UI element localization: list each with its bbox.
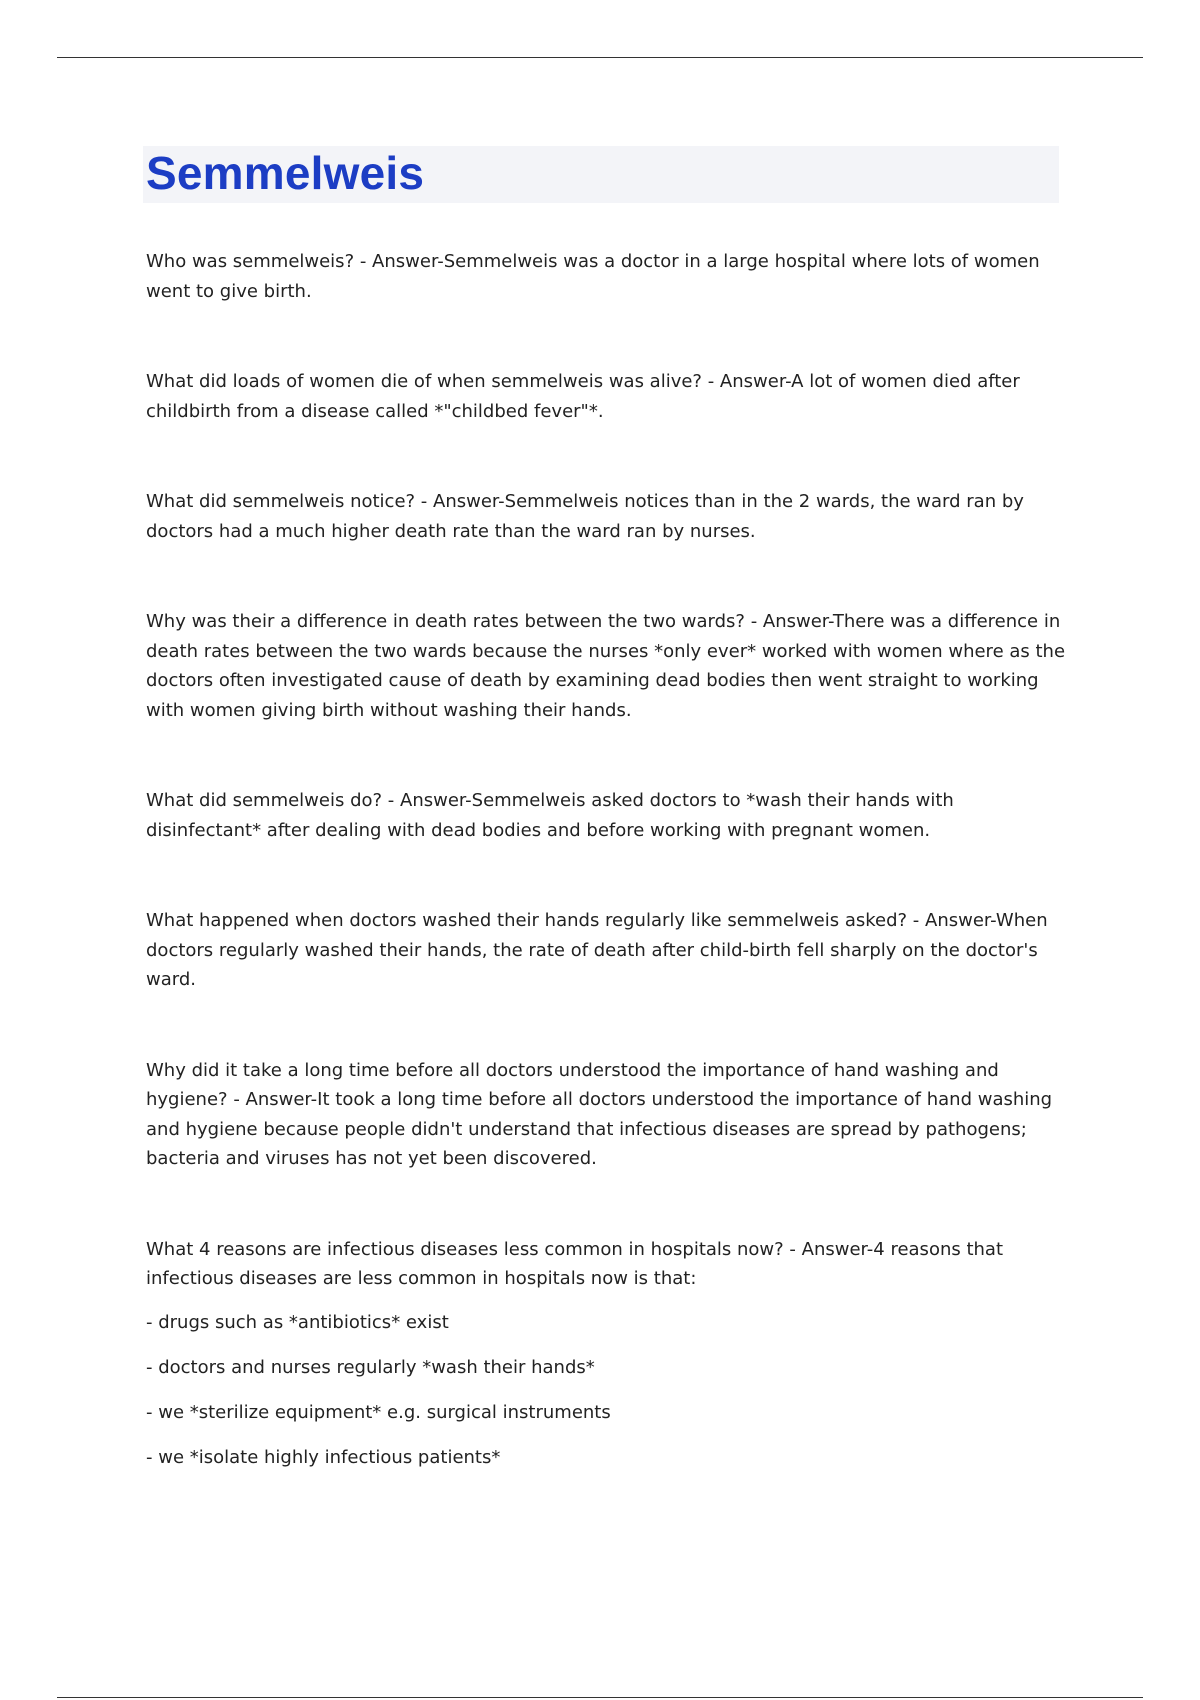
qa-item [146, 487, 1066, 546]
reason-item: - doctors and nurses regularly *wash their hands* [146, 1356, 595, 1378]
qa-text: What 4 reasons are infectious diseases less common in hospitals now? - Answer-4 reasons that infectious diseases are less common in hospitals now is that: [146, 1238, 1004, 1289]
qa-text: What did semmelweis notice? - Answer-Semmelweis notices than in the 2 wards, the ward ran by doctors had a much higher death rate than the ward ran by nurses. [146, 491, 1024, 542]
qa-item [146, 786, 1066, 845]
top-divider [57, 57, 1143, 58]
qa-item [146, 906, 1066, 995]
reasons-list [146, 1308, 1066, 1473]
bottom-divider [57, 1697, 1143, 1698]
qa-item [146, 367, 1066, 426]
reason-item: - we *isolate highly infectious patients* [146, 1446, 501, 1468]
reason-item: - drugs such as *antibiotics* exist [146, 1311, 449, 1333]
qa-text: Why was their a difference in death rates between the two wards? - Answer-There was a difference in death rates between the two wards because the nurses *only ever* worked with women where as the doctors often investigated cause of death by examining dead bodies then went straight to working with women giving birth without washing their hands. [146, 611, 1066, 721]
qa-item [146, 247, 1066, 306]
qa-item-final [146, 1235, 1066, 1294]
qa-text: What happened when doctors washed their hands regularly like semmelweis asked? - Answer-When doctors regularly washed their hands, the rate of death after child-birth fell sharply on the doctor's ward. [146, 910, 1048, 990]
qa-item [146, 607, 1066, 725]
page-title: Semmelweis [146, 147, 425, 199]
qa-item [146, 1056, 1066, 1174]
qa-text: Why did it take a long time before all doctors understood the importance of hand washing and hygiene? - Answer-It took a long time before all doctors understood the importance of hand washing and hygiene because people didn't understand that infectious diseases are spread by pathogens; bacteria and viruses has not yet been discovered. [146, 1059, 1053, 1169]
qa-text: What did semmelweis do? - Answer-Semmelweis asked doctors to *wash their hands with disinfectant* after dealing with dead bodies and before working with pregnant women. [146, 790, 954, 841]
qa-text: What did loads of women die of when semmelweis was alive? - Answer-A lot of women died after childbirth from a disease called *"childbed fever"*. [146, 371, 1020, 422]
reason-item: - we *sterilize equipment* e.g. surgical instruments [146, 1401, 611, 1423]
document-body [146, 247, 1066, 1488]
qa-text: Who was semmelweis? - Answer-Semmelweis was a doctor in a large hospital where lots of women went to give birth. [146, 251, 1040, 302]
